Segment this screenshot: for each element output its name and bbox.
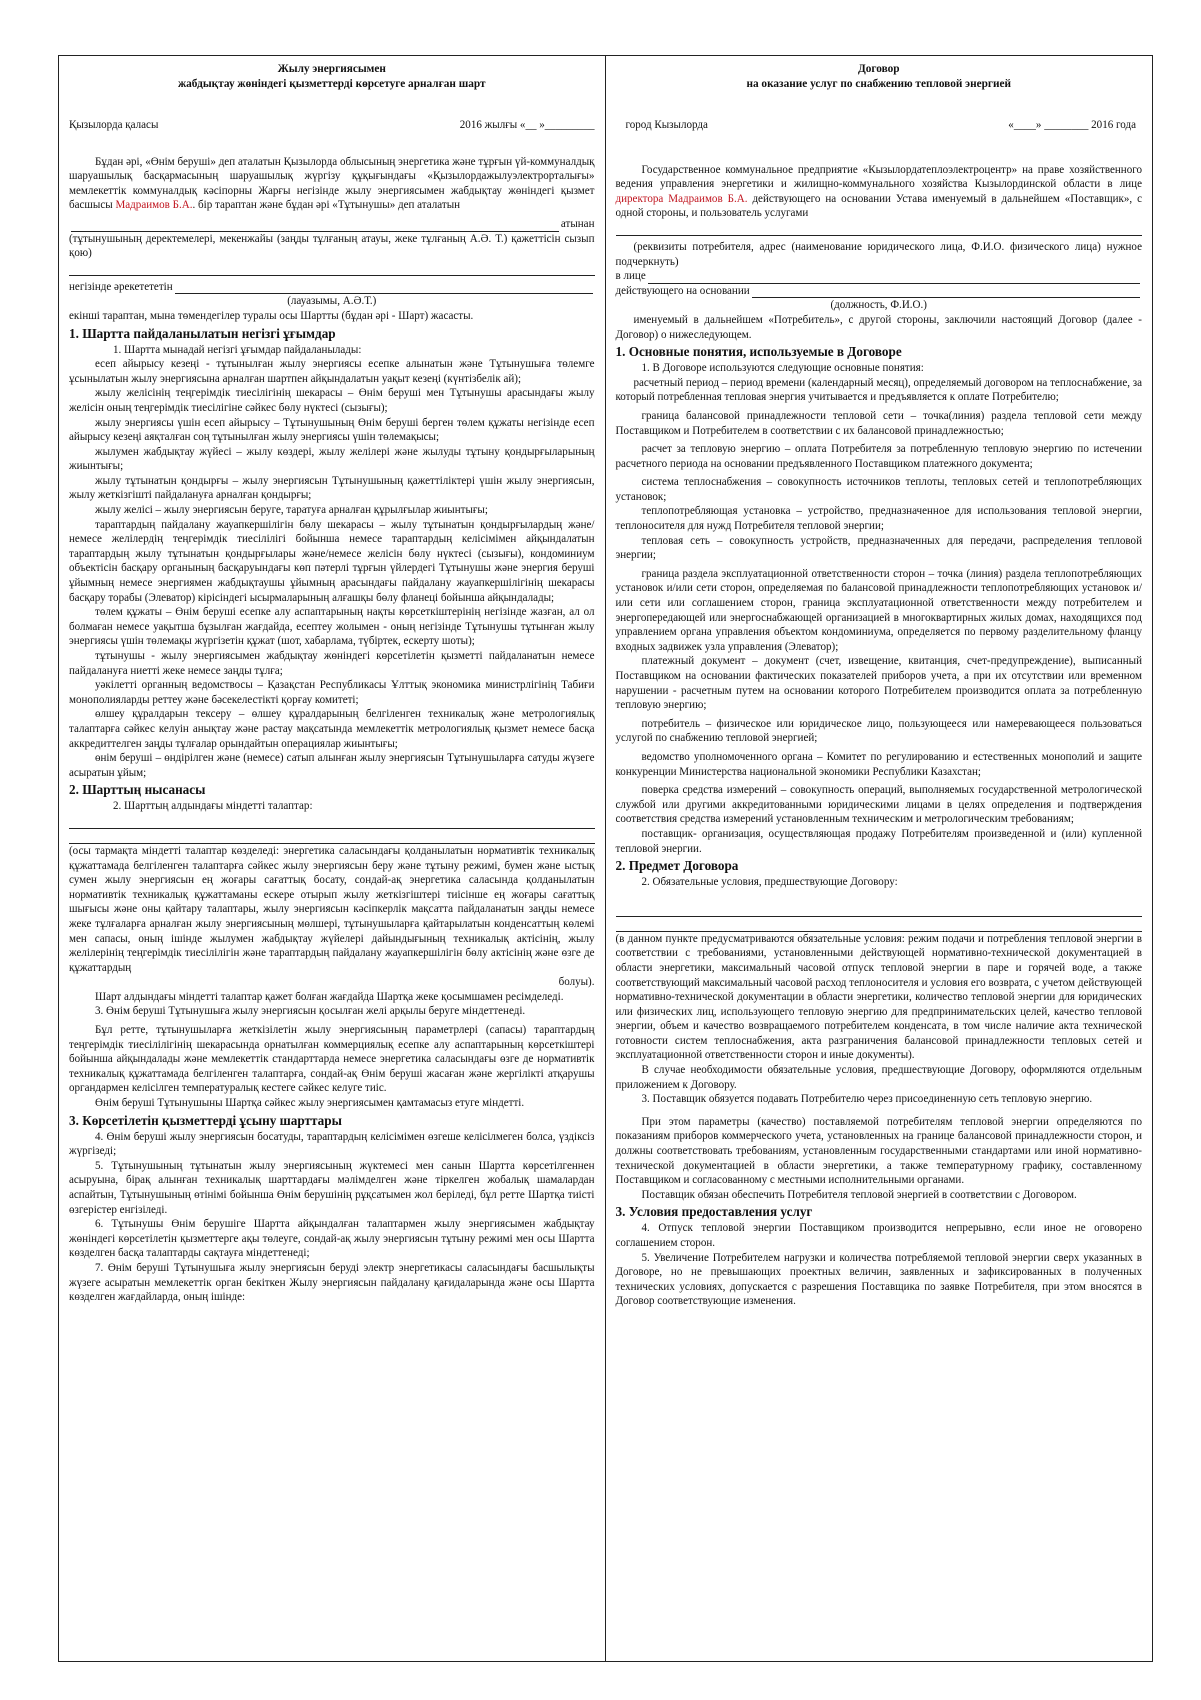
kz-title-line1: Жылу энергиясымен: [277, 63, 386, 75]
ru-title-line2: на оказание услуг по снабжению тепловой энергией: [746, 78, 1012, 90]
ru-date: «____» ________ 2016 года: [1008, 119, 1136, 131]
ru-section-2-title: 2. Предмет Договора: [615, 858, 739, 874]
ru-intro-end: именуемый в дальнейшем «Потребитель», с другой стороны, заключили настоящий Договор (далее - Договор) о нижеследующем.: [615, 313, 1142, 341]
kz-requisites-note: (тұтынушының деректемелері, мекенжайы (заңды тұлғаның атауы, жеке тұлғаның А.Ә. Т.) қажеттісін сызып қою): [69, 232, 595, 260]
ru-requisites-note: (реквизиты потребителя, адрес (наименование юридического лица, Ф.И.О. физического лица) нужное подчеркнуть): [615, 240, 1142, 268]
kz-intro: Бұдан әрі, «Өнім беруші» деп аталатын Қызылорда облысының энергетика және тұрғын үй-коммуналдық шаруашылық басқармасының шаруашылық жүргізу құқығындағы «Қызылордажылуэлектрорталығы» мемлекеттік коммуналдық кәсіпорны Жарғы негізінде жылу энергиясымен жабдықтау жөніндегі қызмет басшысы Мадраимов Б.А.. бір тараптан және бұдан әрі «Тұтынушы» деп аталатын: [69, 155, 595, 212]
ru-intro: Государственное коммунальное предприятие «Кызылордатеплоэлектроцентр» на праве хозяйственного ведения управления энергетики и жилищно-коммунального хозяйства Кызылординской области в лице директора Мадраимов Б.А. действующего на основании Устава именуемый в дальнейшем «Поставщик», с одной стороны, и пользователь услугами: [615, 163, 1142, 220]
kz-atynan-row: атынан: [69, 217, 595, 232]
ru-deistv-row: действующего на основании: [616, 284, 1143, 299]
ru-city-date-row: [616, 118, 1143, 133]
kz-section-2-title: 2. Шарттың нысанасы: [69, 782, 206, 798]
ru-director-name: директора Мадраимов Б.А.: [615, 192, 748, 205]
kz-city-date-row: [69, 118, 595, 133]
ru-section-3-title: 3. Условия предоставления услуг: [615, 1204, 813, 1220]
ru-title-line1: Договор: [857, 63, 900, 75]
ru-city: город Кызылорда: [625, 119, 708, 131]
ru-section-1-title: 1. Основные понятия, используемые в Договоре: [615, 344, 902, 360]
kz-date: 2016 жылғы «__ »_________: [459, 119, 595, 131]
kz-section-1-title: 1. Шартта пайдаланылатын негізгі ұғымдар: [69, 325, 336, 341]
kz-negiz-row: негізінде әрекетететін: [69, 280, 595, 295]
kz-city: Қызылорда қаласы: [69, 119, 159, 131]
kz-section-3-title: 3. Көрсетілетін қызметтерді ұсыну шарттары: [69, 1112, 342, 1128]
contract-sheet: [58, 55, 1153, 1662]
kz-blank-line: [69, 261, 595, 276]
ru-v-lice-row: в лице: [616, 269, 1143, 284]
kz-position-note: (лауазымы, А.Ә.Т.): [287, 295, 377, 308]
kazakh-column: Жылу энергиясымен жабдықтау жөніндегі қызметтерді көрсетуге арналған шарт Қызылорда қаласы 2016 жылғы «__ »_________ Бұдан әрі, «Өнім беруші» деп аталатын Қызылорда облысының энергетика және тұрғын үй-коммуналдық шаруашылық басқармасының шаруашылық жүргізу құқығындағы «Қызылордажылуэлектрорталығы» мемлекеттік коммуналдық кәсіпорны Жарғы негізінде жылу энергиясымен жабдықтау жөніндегі қызмет басшысы Мадраимов Б.А.. бір тараптан және бұдан әрі «Тұтынушы» деп аталатын атынан (тұтынушының деректемелері, мекенжайы (заңды тұлғаның атауы, жеке тұлғаның А.Ә. Т.) қажеттісін сызып қою) негізінде әрекетететін (лауазымы, А.Ә.Т.) екінші тараптан, мына төмендегілер туралы осы Шартты (бұдан әрі - Шарт) жасасты. 1. Шартта пайдаланылатын негізгі ұғымдар 1. Шартта мынадай негізгі ұғымдар пайдаланылады: есеп айырысу кезеңі - тұтынылған жылу энергиясы есепке алынатын және Тұтынушыға төлемге ұсынылатын жылу энергиясына арналған шартпен айқындалатын уақыт кезеңі (күнтізбелік ай); жылу желісінің теңгерімдік тиесілігінің шекарасы – Өнім беруші мен Тұтынушы арасындағы жылу желісін оның теңгерімдік тиесілігіне сәйкес бөлу нүктесі (сызығы); жылу энергиясы үшін есеп айырысу – Тұтынушының Өнім беруші берген төлем құжаты негізінде есеп айырысу кезеңі аяқталған соң тұтынылған жылу энергиясы үшін төлемақысы; жылумен жабдықтау жүйесі – жылу көздері, жылу желілері және жылуды тұтыну қондырғыларының жиынтығы; жылу тұтынатын қондырғы – жылу энергиясын Тұтынушының қажеттіліктері үшін жылу энергиясын, жылу жеткізгішті пайдалануға арналған қондырғы; жылу желісі – жылу энергиясын беруге, таратуға арналған құрылғылар жиынтығы; тараптардың пайдалану жауапкершілігін бөлу шекарасы – жылу тұтынатын қондырғылардың және/немесе желілердің теңгерімдік тиесілілігі бойынша немесе тараптардың келісімімен айқындалатын тараптардың жылу тұтынатын қондырғылары және/немесе желісін бөлу нүктесі (сызығы), кондоминиум объектісін басқару органының басқаруындағы көп пәтерлі тұрғын үйлердегі Тұтынушы және энергия беруші ұйымның немесе энергиямен жабдықтаушы ұйымның арасындағы пайдалану жауапкершілігінің шекарасы басқару торабы (Элеватор) кірісіндегі ысырмаларының алғашқы бөлу фланеці бойынша айқындалады; төлем құжаты – Өнім беруші есепке алу аспаптарының нақты көрсеткіштерінің негізінде жазған, ал ол болмаған немесе уақытша бұзылған жағдайда, есептеу жолымен - оның негізінде Тұтынушы тұтынған жылу энергиясы үшін төлемақы жүргізетін құжат (шот, хабарлама, түбіртек, ескерту шоты); тұтынушы - жылу энергиясымен жабдықтау жөніндегі көрсетілетін қызметті пайдаланатын немесе пайдалануға ниетті жеке немесе заңды тұлға; уәкілетті органның ведомствосы – Қазақстан Республикасы Ұлттық экономика министрлігінің Табиғи монополияларды реттеу және бәсекелестікті қорғау комитеті; өлшеу құралдарын тексеру – өлшеу құралдарының белгіленген техникалық және метрологиялық талаптарға сәйкес келуін анықтау және растау мақсатында мемлекеттік метрологиялық қызмет немесе басқа аккредиттелген заңды тұлғалар орындайтын операциялар жиынтығы; өнім беруші – өндірілген және (немесе) сатып алынған жылу энергиясын Тұтынушыларға сатуды жүзеге асыратын ұйым; 2. Шарттың нысанасы 2. Шарттың алдындағы міндетті талаптар: (осы тармақта міндетті талаптар көзделеді: энергетика саласындағы қолданылатын нормативтік техникалық құжаттамада белгіленген талаптарға сәйкес жылу энергиясын беру және тұтыну режимі, бумен және ыстық сумен жылу энергиясын ең жоғары сағаттық босату, сондай-ақ энергетика саласында қолданылатын нормативтік техникалық құжаттаманы ескере отырып жылу жеткізгіштері тиісінше ең жоғары сағаттық шығысы және оны қайтару талаптары, жылу энергиясын кәсіпкерлік мақсатта пайдаланатын заңды немесе жеке тұлғаларға арналған жылу энергиясының мөлшері, тұтынушыларға қайтарылатын конденсаттың көлемі мен сапасы, оның ішінде жылумен жабдықтау жүйелері дайындығының техникалық актісінің, жылу желілерінің теңгерімдік тиесілілігін және тараптардың пайдалану жауапкершілігін бөлу актісінің және өзге де құжаттардың болуы). Шарт алдындағы міндетті талаптар қажет болған жағдайда Шартқа жеке қосымшамен ресімделеді. 3. Өнім беруші Тұтынушыға жылу энергиясын қосылған желі арқылы беруге міндеттенеді. Бұл ретте, тұтынушыларға жеткізілетін жылу энергиясының параметрлері (сапасы) тараптардың теңгерімдік тиесілілігінің шекарасында орнатылған коммерциялық есепке алу аспаптарының көрсеткіштері бойынша айқындалады және мемлекеттік стандарттарда немесе энергетика саласындағы өзге де нормативтік техникалық құжаттамада белгіленген талаптарға, сондай-ақ Өнім беруші жасаған және жергілікті атқарушы органдармен келісілген температуралық кестеге сәйкес келуге тиіс. Өнім беруші Тұтынушыны Шартқа сәйкес жылу энергиясымен қамтамасыз етуге міндетті. 3. Көрсетілетін қызметтерді ұсыну шарттары 4. Өнім беруші жылу энергиясын босатуды, тараптардың келісімімен өзгеше келісілмеген болса, үздіксіз жүргізеді; 5. Тұтынушының тұтынатын жылу энергиясының жүктемесі мен санын Шартта көрсетілгеннен асыруына, бірақ алынған техникалық шарттардағы мәлімделген және тіркелген жобалық шамалардан аспайтын, Тұтынушының өтінімі бойынша Өнім берушінің рұқсатымен жол беріледі, бұл ретте Шартқа тиісті өзгерістер енгізіледі. 6. Тұтынушы Өнім берушіге Шартта айқындалған талаптармен жылу энергиясымен жабдықтау жөніндегі көрсетілетін қызметтерге ақы төлеуге, сондай-ақ жылу энергиясын тұтыну режимі мен осы Шартта көзделген басқа талаптарды сақтауға міндеттенеді; 7. Өнім беруші Тұтынушыға жылу энергиясын беруді электр энергетикасы саласындағы басшылықты жүзеге асыратын мемлекеттік орган бекіткен Жылу энергиясын пайдалану қағидаларында және осы Шартта көзделген жағдайларда, оның ішінде:: [59, 56, 606, 1661]
kz-title-line2: жабдықтау жөніндегі қызметтерді көрсетуге арналған шарт: [177, 78, 486, 90]
kz-intro-end: екінші тараптан, мына төмендегілер туралы осы Шартты (бұдан әрі - Шарт) жасасты.: [69, 309, 474, 322]
russian-column: Договор на оказание услуг по снабжению тепловой энергией город Кызылорда «____» ________ 2016 года Государственное коммунальное предприятие «Кызылордатеплоэлектроцентр» на праве хозяйственного ведения управления энергетики и жилищно-коммунального хозяйства Кызылординской области в лице директора Мадраимов Б.А. действующего на основании Устава именуемый в дальнейшем «Поставщик», с одной стороны, и пользователь услугами (реквизиты потребителя, адрес (наименование юридического лица, Ф.И.О. физического лица) нужное подчеркнуть) в лице действующего на основании (должность, Ф.И.О.) именуемый в дальнейшем «Потребитель», с другой стороны, заключили настоящий Договор (далее - Договор) о нижеследующем. 1. Основные понятия, используемые в Договоре 1. В Договоре используются следующие основные понятия: расчетный период – период времени (календарный месяц), определяемый договором на теплоснабжение, за который потребленная тепловая энергия учитывается и предъявляется к оплате Потребителю; граница балансовой принадлежности тепловой сети – точка(линия) раздела тепловой сети между Поставщиком и Потребителем в соответствии с их балансовой принадлежностью; расчет за тепловую энергию – оплата Потребителя за потребленную тепловую энергию по истечении расчетного периода на основании предъявленного Поставщиком платежного документа; система теплоснабжения – совокупность источников теплоты, тепловых сетей и теплопотребляющих установок; теплопотребляющая установка – устройство, предназначенное для использования тепловой энергии, теплоносителя для нужд Потребителя тепловой энергии; тепловая сеть – совокупность устройств, предназначенных для передачи, распределения тепловой энергии; граница раздела эксплуатационной ответственности сторон – точка (линия) раздела теплопотребляющих установок и/или сети сторон, определяемая по балансовой принадлежности теплопотребляющих установок и/или сети или соглашением сторон, граница эксплуатационной ответственности между потребителем и энергопередающей или энергоснабжающей организацией в многоквартирных жилых домах, находящихся под управлением органа управления объектом кондоминиума, определяется по первому разделительному фланцу входных задвижек узла управления (Элеватор); платежный документ – документ (счет, извещение, квитанция, счет-предупреждение), выписанный Поставщиком на основании фактических показателей приборов учета, а при их отсутствии или временном нарушении - расчетным путем на основании которого Потребителем производится оплата за потребленную тепловую энергию; потребитель – физическое или юридическое лицо, пользующееся или намеревающееся пользоваться услугой по снабжению тепловой энергией; ведомство уполномоченного органа – Комитет по регулированию и естественных монополий и защите конкуренции Министерства национальной экономики Республики Казахстан; поверка средства измерений – совокупность операций, выполняемых государственной метрологической службой или другими аккредитованными юридическими лицами в целях определения и подтверждения соответствия средства измерений установленным техническим и метрологическим требованиям; поставщик- организация, осуществляющая продажу Потребителям произведенной и (или) купленной тепловой энергии. 2. Предмет Договора 2. Обязательные условия, предшествующие Договору: (в данном пункте предусматриваются обязательные условия: режим подачи и потребления тепловой энергии в соответствии с требованиями, установленными действующей нормативно-технической документацией в области энергетики, максимальный часовой отпуск тепловой энергии в паре и горячей воде, а также соответствующий максимальный часовой расход теплоносителя и условия его возврата, с учетом действующей нормативно-технической документации в области энергетики, количество тепловой энергии для юридических или физических лиц, использующего тепловую энергию для предпринимательских целей, качество тепловой энергии, объем и качество возвращаемого потребителем конденсата, в том числе наличие акта технической готовности систем теплоснабжения, акта разграничения балансовой принадлежности тепловых сетей и эксплуатационной ответственности сторон и иные документы). В случае необходимости обязательные условия, предшествующие Договору, оформляются отдельным приложением к Договору. 3. Поставщик обязуется подавать Потребителю через присоединенную сеть тепловую энергию. При этом параметры (качество) поставляемой потребителям тепловой энергии определяются по показаниям приборов коммерческого учета, установленных на границе балансовой принадлежности сторон, и должны соответствовать требованиям, установленным государственными стандартами или иной нормативно-технической документацией в области энергетики, а также температурному графику, составленному Поставщиком и согласованному с местными исполнительными органами. Поставщик обязан обеспечить Потребителя тепловой энергией в соответствии с Договором. 3. Условия предоставления услуг 4. Отпуск тепловой энергии Поставщиком производится непрерывно, если иное не оговорено соглашением сторон. 5. Увеличение Потребителем нагрузки и количества потребляемой тепловой энергии сверх указанных в Договоре, но не превышающих проектных величин, заявленных и зафиксированных в полученных технических условиях, допускается с разрешения Поставщика по заявке Потребителя, при этом вносятся в Договор соответствующие изменения.: [615, 63, 1143, 1308]
ru-position-note: (должность, Ф.И.О.): [830, 299, 927, 312]
kz-director-name: Мадраимов Б.А.: [115, 199, 193, 212]
